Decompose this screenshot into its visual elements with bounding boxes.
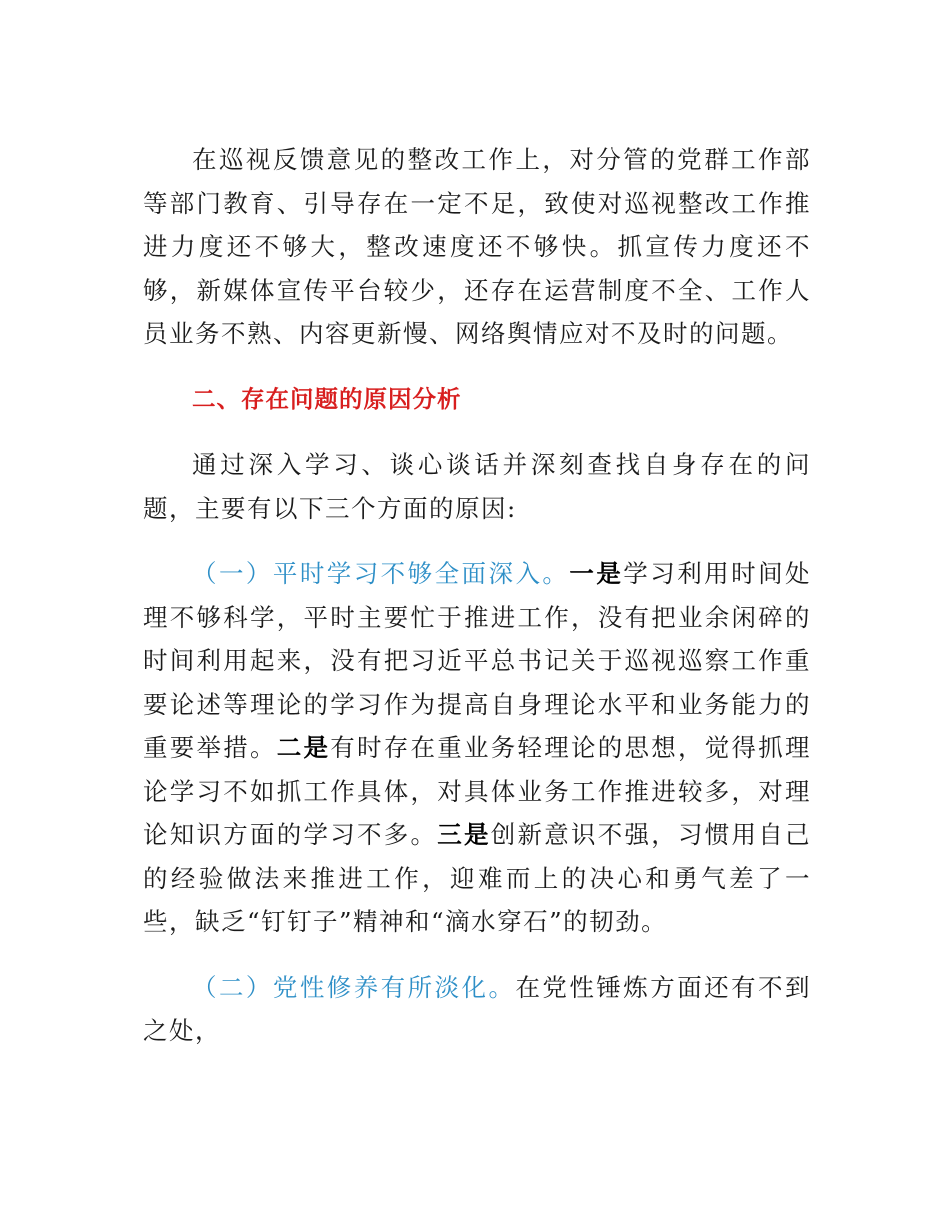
lead-first: 一是 [569, 559, 624, 588]
subheading-study: （一）平时学习不够全面深入。 [192, 559, 570, 588]
lead-second: 二是 [276, 733, 331, 762]
text-party-spirit: 在党性锤炼方面还有不到之处， [143, 972, 812, 1045]
text-third: 创新意识不强，习惯用自己的经验做法来推进工作，迎难而上的决心和勇气差了一些，缺乏“钉钉子”精神和“滴水穿石”的韧劲。 [143, 820, 811, 936]
paragraph-study-insufficient [143, 552, 811, 944]
text-first: 学习利用时间处理不够科学，平时主要忙于推进工作，没有把业余闲碎的时间利用起来，没有把习近平总书记关于巡视巡察工作重要论述等理论的学习作为提高自身理论水平和业务能力的重要举措。 [143, 559, 812, 762]
paragraph-introduction: 通过深入学习、谈心谈话并深刻查找自身存在的问题，主要有以下三个方面的原因: [143, 450, 811, 523]
lead-third: 三是 [437, 820, 491, 849]
paragraph-party-spirit [143, 966, 811, 1053]
document-page [143, 138, 811, 1053]
paragraph-rectification: 在巡视反馈意见的整改工作上，对分管的党群工作部等部门教育、引导存在一定不足，致使对巡视整改工作推进力度还不够大，整改速度还不够快。抓宣传力度还不够，新媒体宣传平台较少，还存在运营制度不全、工作人员业务不熟、内容更新慢、网络舆情应对不及时的问题。 [143, 145, 811, 348]
subheading-party-spirit: （二）党性修养有所淡化。 [192, 972, 516, 1002]
text-second: 有时存在重业务轻理论的思想，觉得抓理论学习不如抓工作具体，对具体业务工作推进较多，对理论知识方面的学习不多。 [143, 733, 811, 849]
section-heading-cause-analysis: 二、存在问题的原因分析 [192, 384, 462, 413]
